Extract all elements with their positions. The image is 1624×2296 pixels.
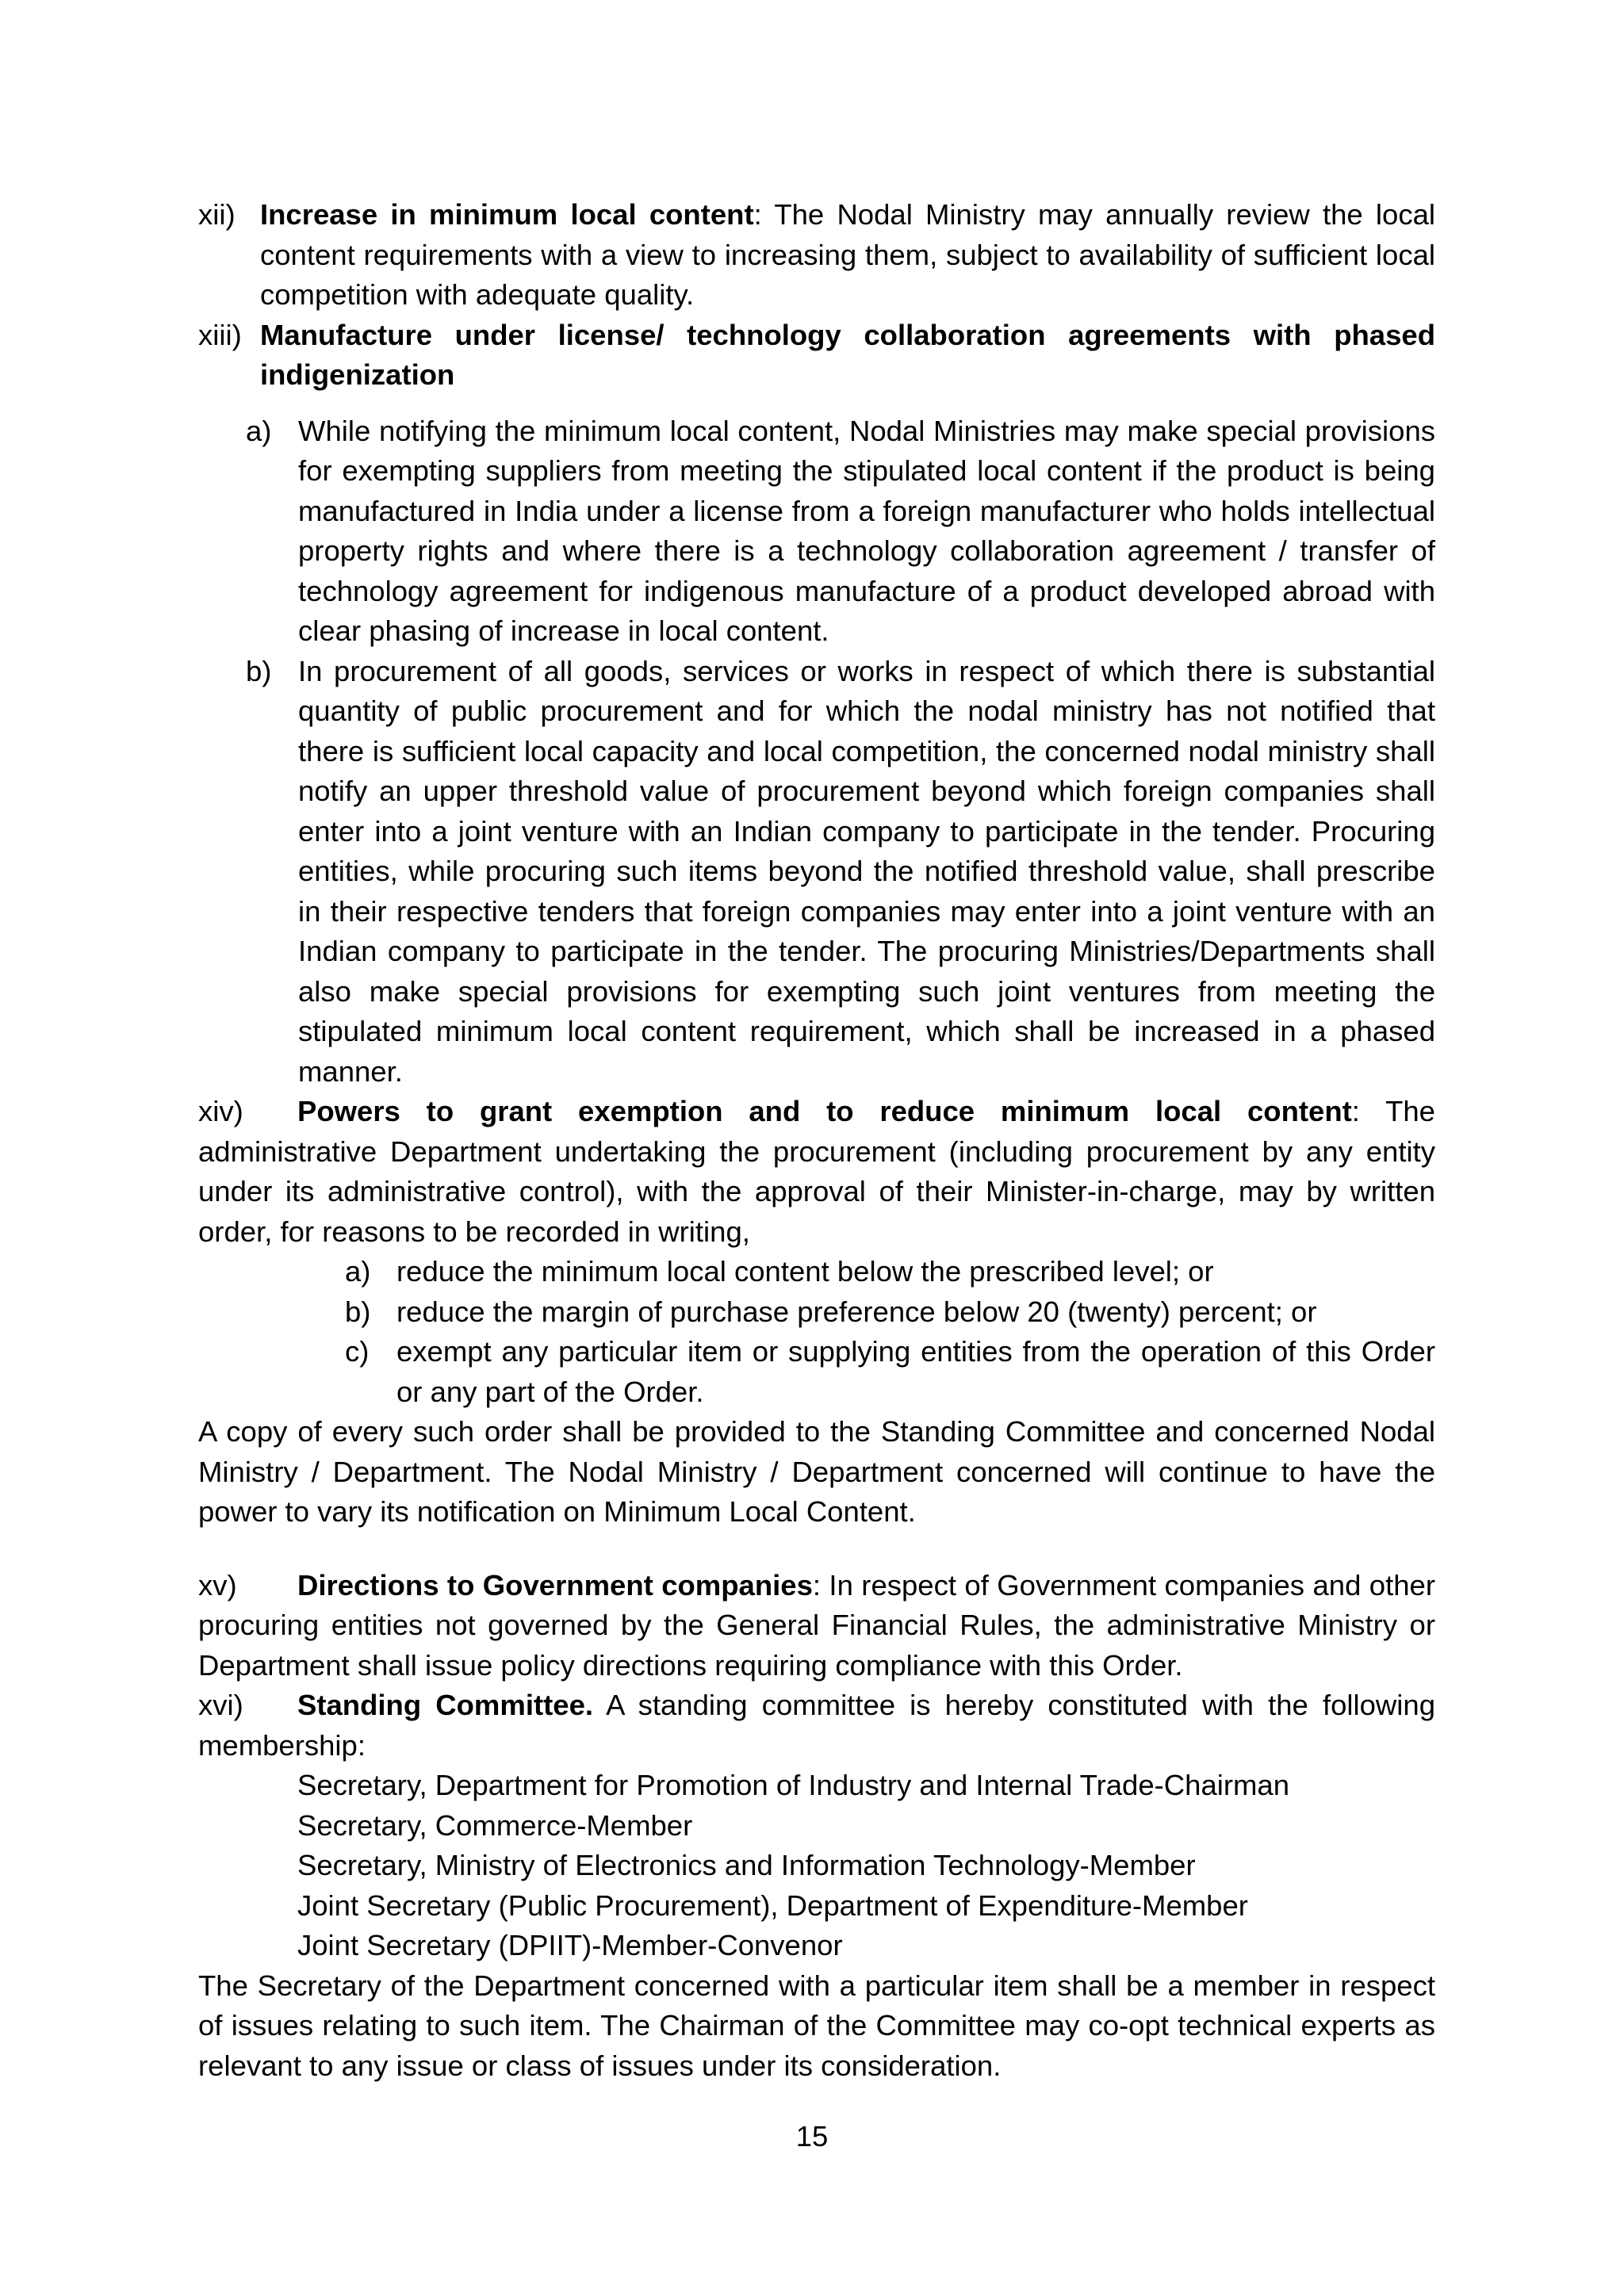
clause-number: xiii) (198, 318, 242, 351)
clause-heading: Directions to Government companies (297, 1568, 813, 1601)
page-number: 15 (795, 2120, 829, 2152)
clause-number: xvi) (198, 1689, 243, 1721)
list-item-a (198, 1252, 1435, 1292)
list-item-b (198, 1292, 1435, 1333)
sub-item-b (198, 652, 1435, 1093)
list-item-text: exempt any particular item or supplying entities from the operation of this Order or any part of the Order. (396, 1335, 1435, 1408)
sub-item-text: While notifying the minimum local content, Nodal Ministries may make special provisions for exempting suppliers from meeting the stipulated local content if the product is being manufactured in India under a license from a foreign manufacturer who holds intellectual property rights and where there is a technology collaboration agreement / transfer of technology agreement for indigenous manufacture of a product developed abroad with clear phasing of increase in local content. (298, 414, 1435, 647)
committee-member: Secretary, Department for Promotion of Industry and Internal Trade-Chairman (297, 1769, 1290, 1801)
clause-heading: Manufacture under license/ technology collaboration agreements with phased indigenization (260, 318, 1435, 391)
clause-heading: Powers to grant exemption and to reduce minimum local content (297, 1095, 1352, 1127)
clause-text: A standing committee is hereby constituted with the following membership: (198, 1689, 1435, 1762)
sub-item-number: a) (246, 414, 272, 447)
list-item-c (198, 1332, 1435, 1412)
document-body (198, 195, 1435, 2086)
list-item-text: reduce the margin of purchase preference below 20 (twenty) percent; or (396, 1295, 1317, 1328)
clause-xiv-closing: A copy of every such order shall be provided to the Standing Committee and concerned Nodal Ministry / Department. The Nodal Ministry / Department concerned will continue to have the power to vary its notification on Minimum Local Content. (198, 1415, 1435, 1528)
committee-member: Joint Secretary (DPIIT)-Member-Convenor (297, 1929, 843, 1961)
spacer (198, 396, 1435, 411)
clause-xv (198, 1566, 1435, 1686)
clause-text: : The Nodal Ministry may annually review the local content requirements with a view to increasing them, subject to availability of sufficient local competition with adequate quality. (260, 198, 1435, 311)
clause-number: xii) (198, 198, 236, 231)
clause-text: : In respect of Government companies and other procuring entities not governed by the General Financial Rules, the administrative Ministry or Department shall issue policy directions requiring compliance with this Order. (198, 1568, 1435, 1682)
clause-xiv (198, 1092, 1435, 1252)
sub-item-text: In procurement of all goods, services or works in respect of which there is substantial quantity of public procurement and for which the nodal ministry has not notified that there is sufficient local capacity and local competition, the concerned nodal ministry shall notify an upper threshold value of procurement beyond which foreign companies shall enter into a joint venture with an Indian company to participate in the tender. Procuring entities, while procuring such items beyond the notified threshold value, shall prescribe in their respective tenders that foreign companies may enter into a joint venture with an Indian company to participate in the tender. The procuring Ministries/Departments shall also make special provisions for exempting such joint ventures from meeting the stipulated minimum local content requirement, which shall be increased in a phased manner. (298, 654, 1435, 1088)
list-item-number: c) (345, 1335, 370, 1368)
committee-member: Secretary, Commerce-Member (297, 1808, 693, 1842)
clause-number: xv) (198, 1568, 237, 1601)
committee-member: Secretary, Ministry of Electronics and Information Technology-Member (297, 1849, 1196, 1881)
list-item-number: a) (345, 1255, 371, 1288)
list-item-text: reduce the minimum local content below the prescribed level; or (396, 1255, 1214, 1288)
clause-xii (198, 195, 1435, 316)
clause-text: : The administrative Department undertaking the procurement (including procurement by any entity under its administrative control), with the approval of their Minister-in-charge, may by written order, for reasons to be recorded in writing, (198, 1095, 1435, 1248)
clause-heading: Increase in minimum local content (260, 198, 754, 231)
clause-xvi-closing: The Secretary of the Department concerned with a particular item shall be a member in respect of issues relating to such item. The Chairman of the Committee may co-opt technical experts as relevant to any issue or class of issues under its consideration. (198, 1969, 1435, 2082)
clause-xiii (198, 316, 1435, 396)
spacer (198, 1533, 1435, 1566)
list-item-number: b) (345, 1295, 371, 1328)
clause-xvi (198, 1686, 1435, 1766)
clause-number: xiv) (198, 1095, 243, 1127)
sub-item-a (198, 411, 1435, 652)
clause-heading: Standing Committee. (297, 1689, 594, 1721)
committee-member: Joint Secretary (Public Procurement), Department of Expenditure-Member (297, 1888, 1248, 1922)
sub-item-number: b) (246, 654, 272, 687)
